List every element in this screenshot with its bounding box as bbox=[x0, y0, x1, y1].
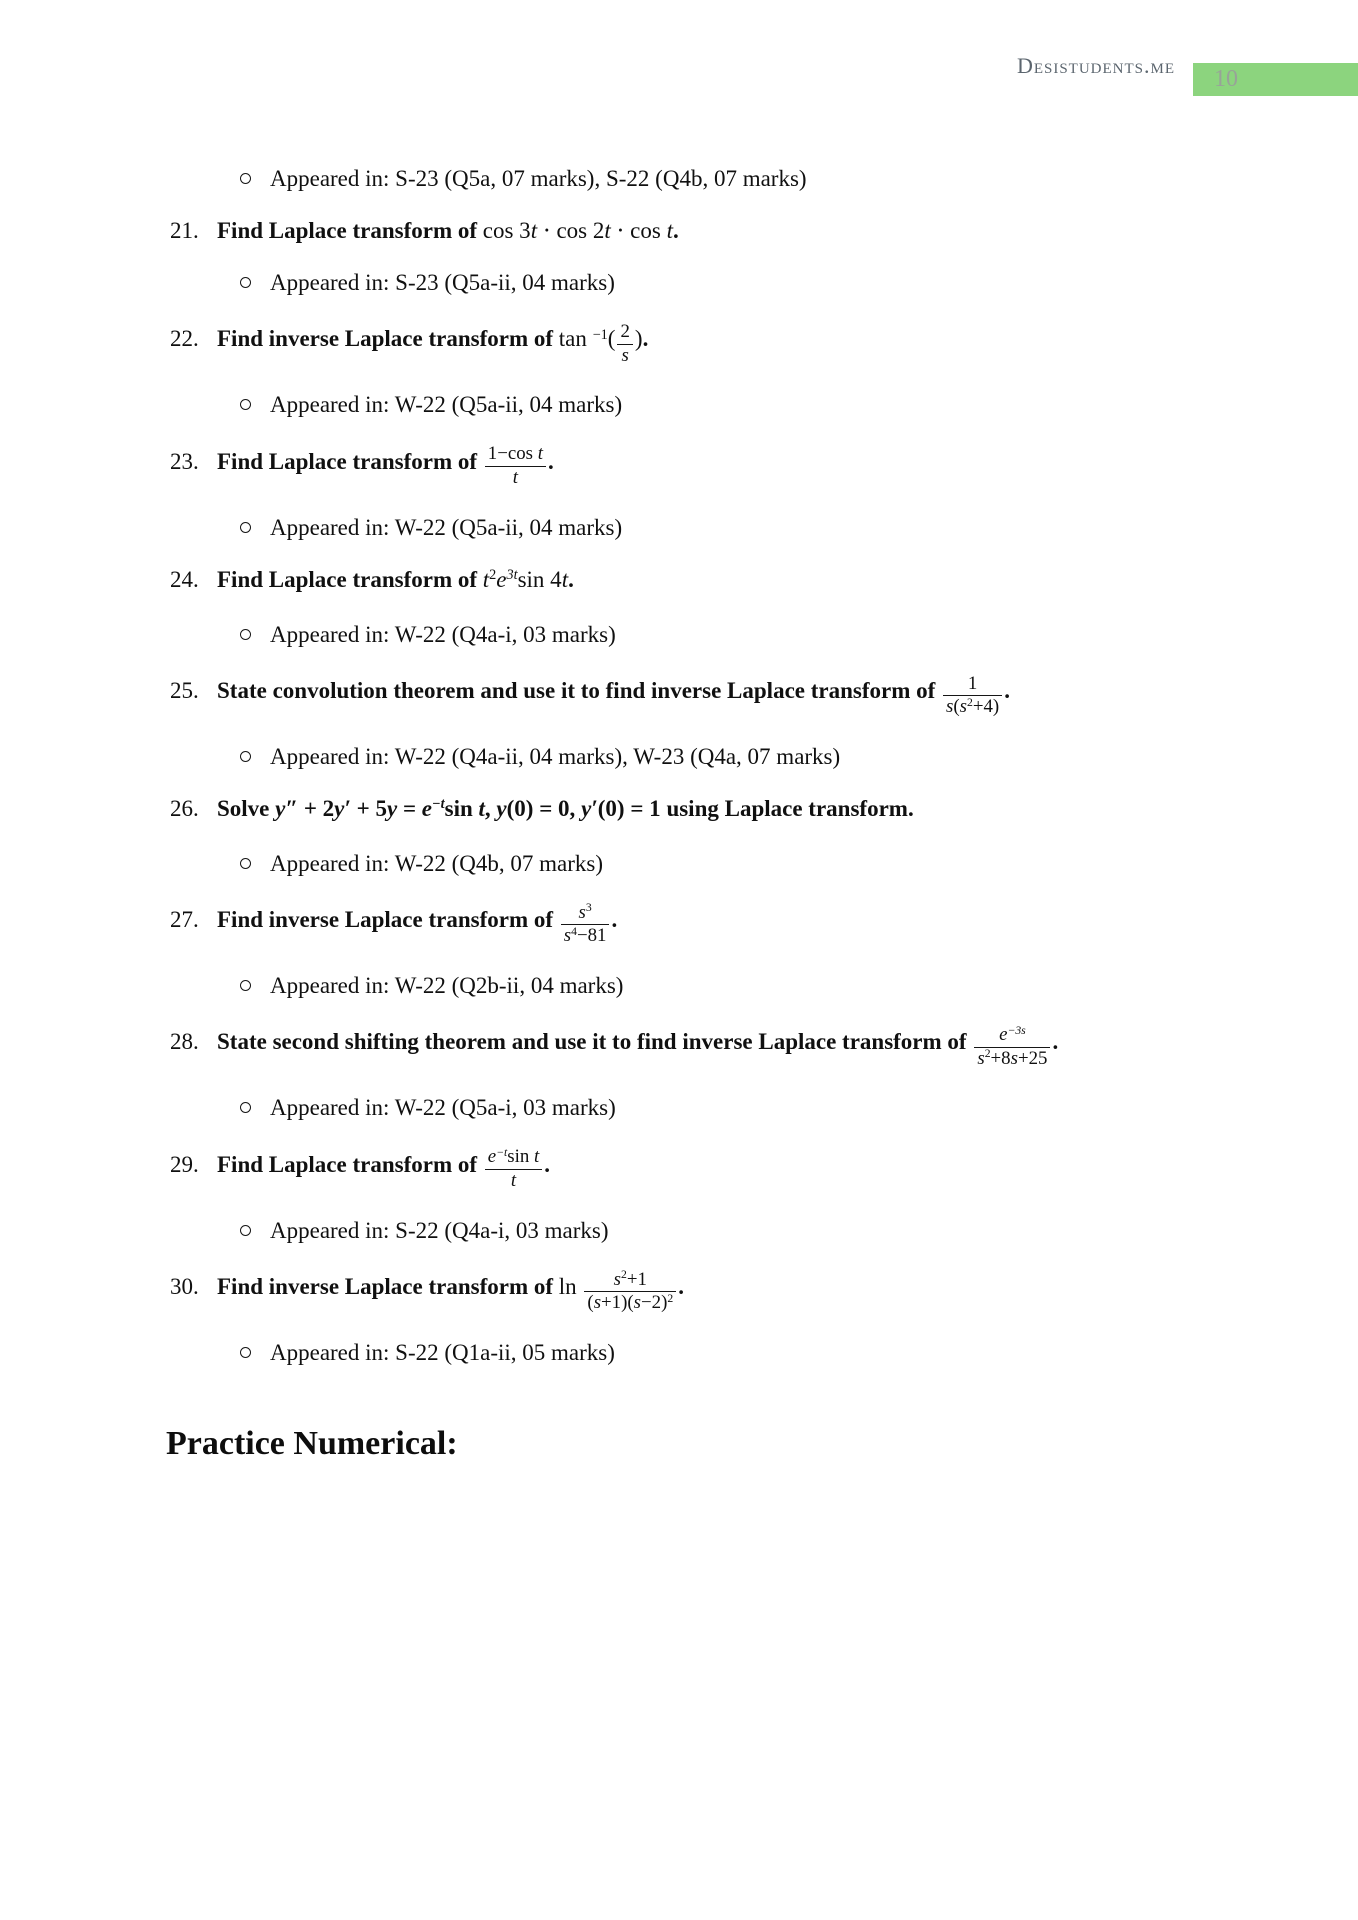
question-section bbox=[0, 165, 1358, 1463]
bullet-circle-icon bbox=[240, 858, 251, 869]
math-token: Find inverse Laplace transform of bbox=[217, 1273, 559, 1299]
math-token: = bbox=[397, 795, 422, 821]
bullet-circle-icon bbox=[240, 1225, 251, 1236]
math-token: t bbox=[604, 218, 611, 243]
fraction bbox=[943, 673, 1002, 719]
math-token: y bbox=[496, 795, 507, 821]
question-number: 28. bbox=[170, 1029, 199, 1055]
bullet-circle-icon bbox=[240, 1347, 251, 1358]
math-token: sin bbox=[507, 1146, 535, 1168]
question-row bbox=[0, 795, 1358, 826]
math-token: Find inverse Laplace transform of bbox=[217, 907, 559, 933]
math-token: (0) = 1 bbox=[597, 795, 667, 821]
question-text bbox=[217, 1145, 551, 1191]
fraction-denominator bbox=[485, 1170, 543, 1193]
math-token: 1 bbox=[967, 672, 978, 694]
math-token: t bbox=[537, 443, 543, 465]
math-token: tan bbox=[558, 326, 593, 352]
question-text bbox=[217, 321, 649, 366]
appeared-row bbox=[240, 165, 1358, 193]
fraction-denominator bbox=[561, 925, 610, 948]
fraction-denominator bbox=[974, 1048, 1050, 1071]
math-token: ln bbox=[558, 1273, 583, 1299]
bullet-circle-icon bbox=[240, 522, 251, 533]
question-number: 26. bbox=[170, 795, 199, 821]
math-token: . bbox=[568, 566, 574, 592]
math-token: Find Laplace transform of bbox=[217, 218, 483, 243]
fraction-numerator bbox=[485, 443, 546, 467]
site-name: Desistudents.me bbox=[1016, 53, 1175, 78]
math-token: y′ bbox=[581, 795, 598, 821]
math-token: t bbox=[482, 566, 490, 592]
math-token: −t bbox=[496, 1145, 508, 1159]
math-token: +8 bbox=[990, 1047, 1011, 1069]
math-token: Find Laplace transform of bbox=[217, 448, 483, 474]
math-token: +1)( bbox=[601, 1292, 634, 1314]
appeared-row bbox=[240, 621, 1358, 649]
appeared-text: Appeared in: S-22 (Q4a-i, 03 marks) bbox=[270, 1217, 609, 1243]
appeared-text: Appeared in: W-22 (Q5a-ii, 04 marks) bbox=[270, 514, 623, 540]
math-token: s bbox=[578, 901, 586, 923]
math-token: s bbox=[633, 1292, 642, 1314]
math-token: ( bbox=[953, 696, 960, 718]
math-token: e bbox=[421, 795, 433, 821]
math-token: ⋅ cos 2 bbox=[537, 218, 605, 243]
fraction-numerator bbox=[617, 321, 632, 345]
bullet-circle-icon bbox=[240, 980, 251, 991]
question-row bbox=[0, 217, 1358, 245]
question-row bbox=[0, 1146, 1358, 1192]
math-token: + 5 bbox=[350, 795, 387, 821]
fraction-denominator bbox=[485, 467, 546, 490]
question-list bbox=[0, 217, 1358, 1367]
math-token: +4) bbox=[972, 696, 1000, 718]
math-token: e bbox=[999, 1024, 1008, 1045]
appeared-text: Appeared in: W-22 (Q2b-ii, 04 marks) bbox=[270, 973, 624, 998]
math-token: Find inverse Laplace transform of bbox=[217, 326, 559, 352]
question-number: 25. bbox=[170, 677, 199, 703]
appeared-row bbox=[240, 743, 1358, 771]
math-token: . bbox=[678, 1273, 684, 1299]
math-token: t bbox=[530, 218, 538, 243]
math-token: 2 bbox=[967, 695, 973, 709]
math-token: . bbox=[611, 907, 618, 933]
fraction bbox=[561, 902, 610, 948]
question-number: 24. bbox=[170, 566, 199, 592]
question-row bbox=[0, 673, 1358, 719]
question-number: 23. bbox=[170, 448, 199, 474]
appeared-row bbox=[240, 850, 1358, 878]
math-token: t bbox=[561, 566, 569, 592]
appeared-text: Appeared in: W-22 (Q4a-ii, 04 marks), W-23 (Q4a, 07 marks) bbox=[270, 743, 841, 769]
question-row bbox=[0, 443, 1358, 489]
math-token: s bbox=[621, 344, 629, 366]
math-token: State second shifting theorem and use it to find inverse Laplace transform of bbox=[217, 1029, 973, 1055]
fraction-denominator bbox=[584, 1292, 676, 1315]
appeared-text: Appeared in: S-22 (Q1a-ii, 05 marks) bbox=[270, 1339, 615, 1365]
math-token: 3 bbox=[585, 901, 592, 915]
appeared-text: Appeared in: W-22 (Q4b, 07 marks) bbox=[270, 850, 603, 876]
question-text bbox=[217, 1268, 684, 1314]
bullet-circle-icon bbox=[240, 751, 251, 762]
appeared-text: Appeared in: W-22 (Q4a-i, 03 marks) bbox=[270, 621, 616, 647]
fraction-denominator bbox=[617, 345, 632, 368]
math-token: 2 bbox=[667, 1291, 674, 1305]
math-token: 3t bbox=[506, 566, 518, 583]
bullet-circle-icon bbox=[240, 277, 251, 288]
math-token: t bbox=[510, 1169, 517, 1191]
appeared-row bbox=[240, 269, 1358, 297]
math-token: sin bbox=[444, 795, 479, 821]
question-row bbox=[0, 566, 1358, 597]
fraction-numerator bbox=[943, 673, 1002, 697]
math-token: −1 bbox=[592, 326, 608, 343]
math-token: (0) = 0, bbox=[506, 795, 582, 821]
math-token: 2 bbox=[620, 321, 630, 342]
fraction-numerator bbox=[584, 1269, 676, 1293]
fraction bbox=[485, 443, 546, 489]
question-number: 29. bbox=[170, 1151, 199, 1177]
math-token: s bbox=[1010, 1047, 1018, 1069]
math-token: s bbox=[563, 925, 572, 947]
appeared-row bbox=[240, 514, 1358, 542]
question-text bbox=[217, 443, 554, 488]
bullet-circle-icon bbox=[240, 399, 251, 410]
math-token: . bbox=[1004, 677, 1010, 703]
question-text bbox=[217, 1023, 1059, 1069]
fraction bbox=[485, 1146, 543, 1192]
math-token: Solve bbox=[217, 795, 276, 821]
math-token: 1−cos bbox=[487, 443, 538, 465]
appeared-text: Appeared in: S-23 (Q5a-ii, 04 marks) bbox=[270, 270, 615, 295]
math-token: + 2 bbox=[298, 795, 335, 821]
math-token: e bbox=[487, 1146, 497, 1168]
question-text bbox=[217, 218, 679, 243]
appeared-row bbox=[240, 1217, 1358, 1245]
math-token: t bbox=[512, 466, 518, 488]
math-token: Find Laplace transform of bbox=[217, 1151, 483, 1177]
question-row bbox=[0, 902, 1358, 948]
fraction bbox=[974, 1024, 1050, 1070]
math-token: +25 bbox=[1017, 1047, 1048, 1069]
math-token: ⋅ cos bbox=[610, 218, 667, 243]
appeared-row bbox=[240, 972, 1358, 1000]
appeared-row bbox=[240, 391, 1358, 419]
fraction bbox=[617, 321, 632, 367]
fraction bbox=[584, 1269, 676, 1315]
math-token: s bbox=[959, 696, 967, 718]
math-token: ( bbox=[587, 1292, 594, 1314]
appeared-text: Appeared in: W-22 (Q5a-i, 03 marks) bbox=[270, 1095, 616, 1121]
bullet-circle-icon bbox=[240, 173, 251, 184]
math-token: t bbox=[478, 795, 485, 821]
math-token: 2 bbox=[984, 1047, 991, 1061]
appeared-row bbox=[240, 1094, 1358, 1122]
practice-numerical-heading: Practice Numerical: bbox=[166, 1424, 458, 1462]
appeared-text: Appeared in: W-22 (Q5a-ii, 04 marks) bbox=[270, 392, 623, 418]
question-row bbox=[0, 1269, 1358, 1315]
math-token: −2) bbox=[641, 1292, 668, 1314]
question-number: 22. bbox=[170, 326, 199, 352]
math-token: . bbox=[672, 218, 679, 243]
math-token: 2 bbox=[621, 1268, 627, 1282]
math-token: . bbox=[544, 1151, 551, 1177]
fraction-denominator bbox=[943, 696, 1002, 719]
math-token: . bbox=[642, 326, 649, 352]
appeared-text: Appeared in: S-23 (Q5a, 07 marks), S-22 (Q4b, 07 marks) bbox=[270, 166, 807, 191]
question-row bbox=[0, 321, 1358, 367]
math-token: y bbox=[386, 795, 398, 821]
math-token: s bbox=[977, 1047, 985, 1069]
question-number: 27. bbox=[170, 907, 199, 933]
question-number: 21. bbox=[170, 218, 199, 243]
math-token: using Laplace transform. bbox=[666, 795, 914, 821]
math-token: Find Laplace transform of bbox=[217, 566, 483, 592]
question-number: 30. bbox=[170, 1273, 199, 1299]
math-token: sin 4 bbox=[517, 566, 562, 592]
math-token: ) bbox=[634, 326, 643, 352]
math-token: s bbox=[946, 696, 954, 718]
math-token: ( bbox=[607, 326, 616, 352]
math-token: −t bbox=[432, 795, 445, 812]
fraction-numerator bbox=[485, 1146, 543, 1170]
math-token: , bbox=[484, 795, 497, 821]
math-token: State convolution theorem and use it to find inverse Laplace transform of bbox=[217, 677, 942, 703]
math-token: s bbox=[613, 1268, 622, 1290]
math-token: . bbox=[547, 448, 554, 474]
math-token: e bbox=[496, 566, 507, 592]
math-token: t bbox=[666, 218, 673, 243]
math-token: −3s bbox=[1007, 1023, 1026, 1037]
math-token: 2 bbox=[489, 566, 497, 583]
math-token: y″ bbox=[275, 795, 299, 821]
math-token: s bbox=[593, 1292, 602, 1314]
question-text bbox=[217, 567, 574, 592]
page-number: 10 bbox=[1214, 66, 1238, 92]
math-token: −81 bbox=[576, 925, 607, 947]
math-token: y′ bbox=[334, 795, 351, 821]
page-number-badge bbox=[1193, 63, 1358, 96]
question-text bbox=[217, 901, 618, 947]
question-text bbox=[217, 796, 914, 821]
math-token: +1 bbox=[626, 1268, 647, 1290]
fraction-numerator bbox=[561, 902, 610, 926]
appeared-row bbox=[240, 1339, 1358, 1367]
math-token: . bbox=[1052, 1029, 1059, 1055]
math-token: cos 3 bbox=[482, 218, 531, 243]
bullet-circle-icon bbox=[240, 629, 251, 640]
question-text bbox=[217, 672, 1010, 718]
fraction-numerator bbox=[974, 1024, 1050, 1048]
math-token: t bbox=[534, 1146, 540, 1168]
math-token: 4 bbox=[571, 924, 577, 938]
bullet-circle-icon bbox=[240, 1102, 251, 1113]
question-row bbox=[0, 1024, 1358, 1070]
